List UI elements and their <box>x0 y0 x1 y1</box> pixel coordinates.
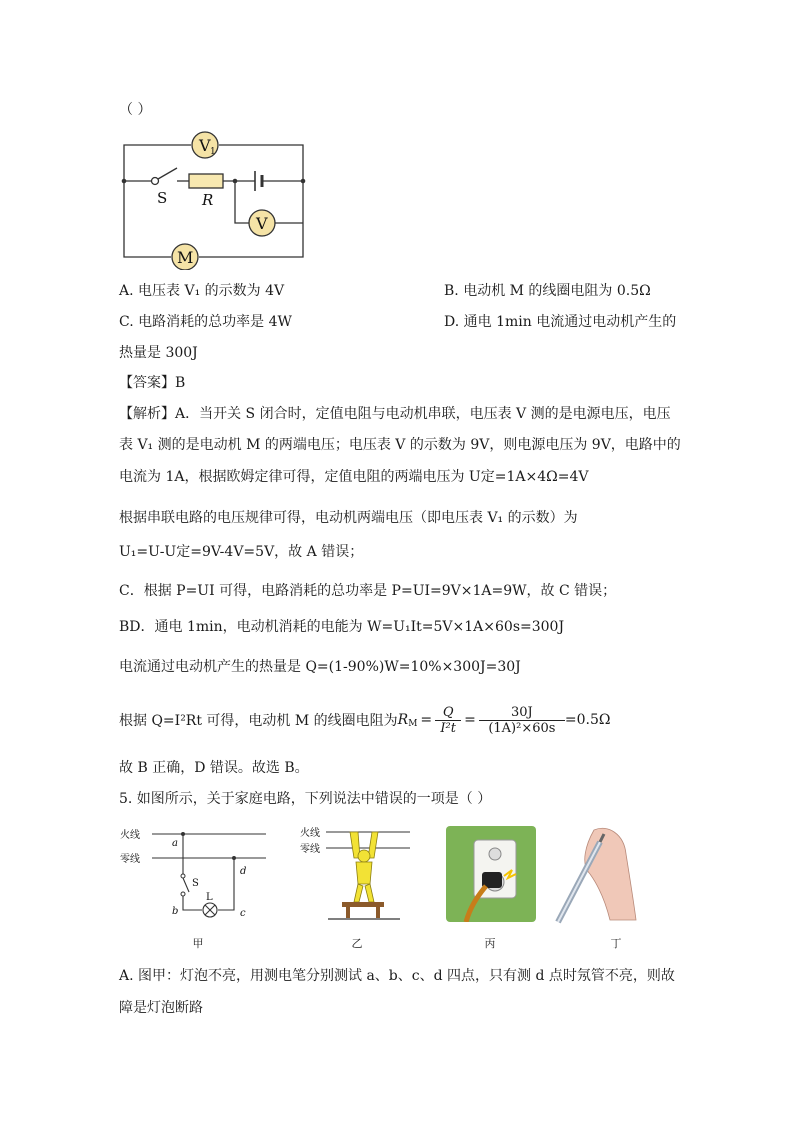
v1-label: V <box>199 136 211 155</box>
figure-yi-person <box>298 822 418 922</box>
fraction-1-denominator: I²t <box>440 720 456 736</box>
label-lamp: L <box>206 892 213 903</box>
stool-icon <box>342 902 384 907</box>
fraction-2-numerator: 30J <box>511 704 533 720</box>
point-b: b <box>172 906 179 917</box>
circuit-diagram <box>115 125 315 270</box>
fraction-2-denominator: (1A)²×60s <box>488 720 556 736</box>
label-switch: S <box>192 878 199 889</box>
q5-option-a-line-2: 障是灯泡断路 <box>119 1000 203 1016</box>
question-bracket: （ ） <box>119 102 152 118</box>
analysis-line-9: 根据 Q=I²Rt 可得，电动机 M 的线圈电阻为 R M = Q I²t = 30J (1A)²×60s =0.5Ω <box>119 704 611 736</box>
analysis-line-3: 电流为 1A，根据欧姆定律可得，定值电阻的两端电压为 U定=1A×4Ω=4V <box>119 469 589 485</box>
analysis-line-1: 【解析】A．当开关 S 闭合时，定值电阻与电动机串联，电压表 V 测的是电源电压，电压 <box>119 406 671 422</box>
hand-icon <box>585 828 636 920</box>
switch-label: S <box>157 189 168 207</box>
fraction-2 <box>479 705 565 736</box>
caption-bing: 丙 <box>484 937 496 950</box>
point-a: a <box>172 838 178 849</box>
person-icon <box>350 832 378 902</box>
caption-yi: 乙 <box>351 937 363 950</box>
rm-subscript: M <box>408 719 418 729</box>
point-d: d <box>240 866 247 877</box>
fraction-1-numerator: Q <box>442 704 454 720</box>
point-c: c <box>240 908 246 919</box>
option-c: C. 电路消耗的总功率是 4W <box>119 314 292 330</box>
analysis-line-10: 故 B 正确，D 错误。故选 B。 <box>119 760 309 776</box>
option-b: B. 电动机 M 的线圈电阻为 0.5Ω <box>444 283 651 299</box>
analysis-line-4: 根据串联电路的电压规律可得，电动机两端电压（即电压表 V₁ 的示数）为 <box>119 510 578 526</box>
analysis-line-7: BD．通电 1min，电动机消耗的电能为 W=U₁It=5V×1A×60s=300J <box>119 619 565 635</box>
v-label: V <box>256 214 268 233</box>
label-huoxian-yi: 火线 <box>300 828 320 839</box>
answer: 【答案】B <box>119 375 186 391</box>
caption-ding: 丁 <box>610 937 622 950</box>
analysis-line-6: C．根据 P=UI 可得，电路消耗的总功率是 P=UI=9V×1A=9W，故 C 错误； <box>119 583 617 599</box>
option-d-continued: 热量是 300J <box>119 345 198 361</box>
rm-symbol: R <box>397 712 409 728</box>
analysis-line-8: 电流通过电动机产生的热量是 Q=(1-90%)W=10%×300J=30J <box>119 659 521 675</box>
q5-title: 5. 如图所示，关于家庭电路，下列说法中错误的一项是（ ） <box>119 791 492 807</box>
label-huoxian: 火线 <box>120 830 140 841</box>
option-d: D. 通电 1min 电流通过电动机产生的 <box>444 314 677 330</box>
m-label: M <box>177 248 194 267</box>
analysis-line-2: 表 V₁ 测的是电动机 M 的两端电压；电压表 V 的示数为 9V，则电源电压为 9V，电路中的 <box>119 437 681 453</box>
label-lingxian-yi: 零线 <box>300 844 320 855</box>
fraction-result: =0.5Ω <box>564 712 611 728</box>
caption-jia: 甲 <box>192 937 204 950</box>
analysis-line-5: U₁=U-U定=9V-4V=5V，故 A 错误； <box>119 544 364 560</box>
q5-option-a-line-1: A. 图甲：灯泡不亮，用测电笔分别测试 a、b、c、d 四点，只有测 d 点时氖管不亮，则故 <box>119 968 675 984</box>
fraction-1 <box>435 705 461 736</box>
figure-bing-socket <box>446 826 536 922</box>
option-a: A. 电压表 V₁ 的示数为 4V <box>119 283 285 299</box>
resistor-label: R <box>202 191 214 209</box>
figure-jia-circuit <box>118 822 268 922</box>
figure-ding-testpen <box>550 824 640 924</box>
v1-subscript: 1 <box>210 147 216 157</box>
label-lingxian: 零线 <box>120 854 140 865</box>
analysis-line-9-text: 根据 Q=I²Rt 可得，电动机 M 的线圈电阻为 <box>119 713 398 729</box>
